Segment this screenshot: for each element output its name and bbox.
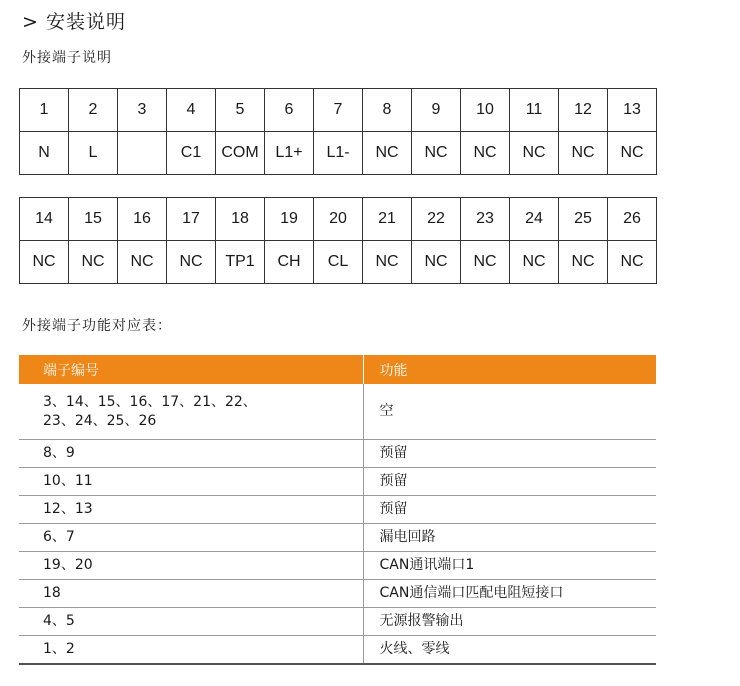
terminal-label: NC <box>608 241 657 284</box>
table-row <box>19 384 656 440</box>
terminal-number: 19 <box>265 198 314 241</box>
terminal-label: NC <box>510 132 559 175</box>
terminal-number: 13 <box>608 89 657 132</box>
terminal-label: CH <box>265 241 314 284</box>
terminal-table-1 <box>19 88 657 175</box>
function-table-heading: 外接端子功能对应表： <box>22 318 172 334</box>
terminal-cell: 18 <box>19 580 363 608</box>
terminal-number: 23 <box>461 198 510 241</box>
terminal-number: 24 <box>510 198 559 241</box>
terminal-label: NC <box>461 132 510 175</box>
terminal-number: 5 <box>216 89 265 132</box>
terminal-label <box>118 132 167 175</box>
terminal-cell: 4、5 <box>19 608 363 636</box>
section-title: > 安装说明 <box>22 11 126 33</box>
terminal-number: 7 <box>314 89 363 132</box>
terminal-number: 9 <box>412 89 461 132</box>
function-cell: 漏电回路 <box>363 524 656 552</box>
table-row <box>19 468 656 496</box>
terminal-number: 16 <box>118 198 167 241</box>
terminal-label: NC <box>412 241 461 284</box>
terminal-label: NC <box>412 132 461 175</box>
terminal-table-2 <box>19 197 657 284</box>
terminal-cell: 19、20 <box>19 552 363 580</box>
table-row <box>19 524 656 552</box>
terminal-cell <box>19 384 363 440</box>
table-row <box>19 552 656 580</box>
terminal-cell: 8、9 <box>19 440 363 468</box>
terminal-label: NC <box>167 241 216 284</box>
terminal-label: NC <box>363 241 412 284</box>
terminal-cell: 6、7 <box>19 524 363 552</box>
terminal-number: 18 <box>216 198 265 241</box>
function-table-header <box>19 355 656 384</box>
terminal-label: L <box>69 132 118 175</box>
table-row <box>19 636 656 665</box>
terminal-number: 11 <box>510 89 559 132</box>
header-terminal-number: 端子编号 <box>19 355 363 384</box>
function-cell: 空 <box>363 384 656 440</box>
terminal-label: C1 <box>167 132 216 175</box>
terminal-number: 20 <box>314 198 363 241</box>
terminal-cell-line: 23、24、25、26 <box>43 412 157 429</box>
terminal-label-row <box>20 241 657 284</box>
terminal-label-row <box>20 132 657 175</box>
terminal-number: 21 <box>363 198 412 241</box>
terminal-cell: 12、13 <box>19 496 363 524</box>
table-row <box>19 440 656 468</box>
terminal-number: 22 <box>412 198 461 241</box>
terminal-label: L1- <box>314 132 363 175</box>
function-cell: CAN通讯端口1 <box>363 552 656 580</box>
terminal-label: N <box>20 132 69 175</box>
terminal-label: NC <box>461 241 510 284</box>
terminal-label: NC <box>363 132 412 175</box>
terminals-heading: 外接端子说明 <box>22 50 112 66</box>
function-cell: 预留 <box>363 468 656 496</box>
terminal-label: NC <box>118 241 167 284</box>
function-cell: 预留 <box>363 496 656 524</box>
terminal-number: 17 <box>167 198 216 241</box>
terminal-number-row <box>20 89 657 132</box>
terminal-cell: 10、11 <box>19 468 363 496</box>
terminal-number: 10 <box>461 89 510 132</box>
terminal-number: 1 <box>20 89 69 132</box>
table-row <box>19 580 656 608</box>
terminal-label: CL <box>314 241 363 284</box>
terminal-label: NC <box>20 241 69 284</box>
function-cell: CAN通信端口匹配电阻短接口 <box>363 580 656 608</box>
terminal-label: L1+ <box>265 132 314 175</box>
table-row <box>19 496 656 524</box>
function-cell: 无源报警输出 <box>363 608 656 636</box>
function-table <box>19 355 656 665</box>
terminal-number: 4 <box>167 89 216 132</box>
terminal-number: 15 <box>69 198 118 241</box>
terminal-cell: 1、2 <box>19 636 363 665</box>
terminal-label: NC <box>608 132 657 175</box>
terminal-number-row <box>20 198 657 241</box>
terminal-label: NC <box>510 241 559 284</box>
terminal-number: 26 <box>608 198 657 241</box>
function-cell: 预留 <box>363 440 656 468</box>
terminal-number: 12 <box>559 89 608 132</box>
terminal-label: NC <box>559 132 608 175</box>
terminal-number: 3 <box>118 89 167 132</box>
function-cell: 火线、零线 <box>363 636 656 665</box>
terminal-number: 6 <box>265 89 314 132</box>
terminal-cell-line: 3、14、15、16、17、21、22、 <box>43 393 257 410</box>
terminal-label: NC <box>559 241 608 284</box>
terminal-label: COM <box>216 132 265 175</box>
terminal-number: 25 <box>559 198 608 241</box>
terminal-number: 14 <box>20 198 69 241</box>
header-function: 功能 <box>363 355 656 384</box>
terminal-number: 8 <box>363 89 412 132</box>
terminal-label: NC <box>69 241 118 284</box>
terminal-number: 2 <box>69 89 118 132</box>
table-row <box>19 608 656 636</box>
terminal-label: TP1 <box>216 241 265 284</box>
